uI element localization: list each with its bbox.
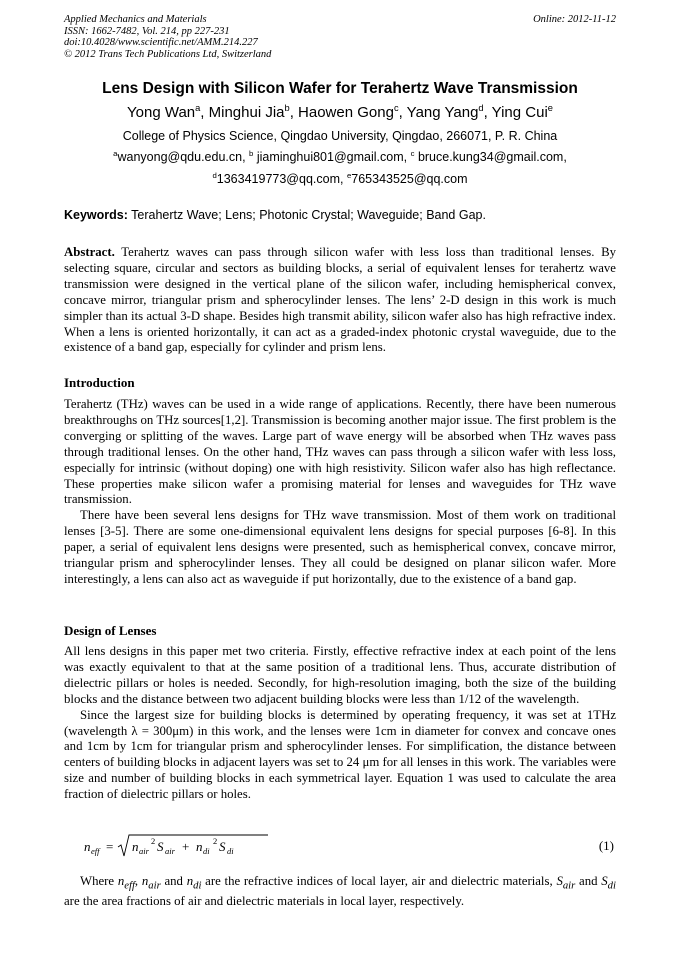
eq-equals: = xyxy=(106,839,114,854)
design-section xyxy=(64,644,616,803)
introduction-section xyxy=(64,397,616,588)
var-s: S xyxy=(556,874,563,888)
var-sub: di xyxy=(193,880,202,892)
text-run: , xyxy=(134,874,142,888)
var-sub: air xyxy=(148,880,161,892)
journal-header xyxy=(64,14,616,60)
paragraph: There have been several lens designs for THz wave transmission. Most of them work on traditional lenses [3-5]. There are some one-dimensional equivalent lens designs for special purposes [6-8]. In this paper, a serial of equivalent lens designs were presented, such as hemispherical convex, concave mirror, triangular prism and spherocylinder lenses. They all could be designed on planar silicon wafer. More interestingly, a lens can also act as waveguide if put horizontally, due to the existence of a band gap. xyxy=(64,508,616,586)
eq-n-di-sub: di xyxy=(203,846,210,856)
paragraph: All lens designs in this paper met two criteria. Firstly, effective refractive index at each point of the lens was exactly equivalent to that at the same position of a traditional lens. Thus, accurate distribution of dielectric pillars or holes is needed. Secondly, for high-resolution imaging, both the size of the building blocks and the distance between two adjacent building blocks were less than 1/12 of the wavelength. xyxy=(64,644,616,706)
var-n: n xyxy=(141,874,149,888)
author-mark: e xyxy=(547,103,553,113)
keywords xyxy=(64,208,616,222)
text-run: and xyxy=(575,874,602,888)
email-mark: a xyxy=(113,148,118,158)
equation-formula xyxy=(82,832,382,860)
author-mark: a xyxy=(195,103,201,113)
variable-definitions xyxy=(64,874,616,910)
author-mark: b xyxy=(284,103,290,113)
equation-number: (1) xyxy=(598,838,614,853)
var-n: n xyxy=(117,874,125,888)
var-sub: air xyxy=(562,880,576,892)
var-n: n xyxy=(186,874,194,888)
email-mark: e xyxy=(346,170,352,180)
author-mark: c xyxy=(393,103,399,113)
eq-plus: + xyxy=(182,839,190,854)
keywords-text: Terahertz Wave; Lens; Photonic Crystal; Waveguide; Band Gap. xyxy=(131,208,486,222)
author-name: Yang Yang xyxy=(406,104,479,121)
email-address: jiaminghui801@gmail.com, xyxy=(256,150,408,164)
abstract-text: Terahertz waves can pass through silicon wafer with less loss than traditional lenses. By selecting square, circular and sectors as building blocks, a serial of equivalent lenses for terahertz wave transmission were designed in the vertical plane of the silicon wafer, including hemispherical convex, concave mirror, triangular prism and spherocylinder lenses. The lens’ 2-D design in this work is much simpler than its actual 3-D shape. Besides high transmit ability, silicon wafer also has high refractive index. When a lens is oriented horizontally, it can act as a graded-index photonic crystal waveguide, due to the existence of a band gap, especially for cylinder and prism lens. xyxy=(64,245,617,355)
author-name: Ying Cui xyxy=(491,104,548,121)
section-heading-design: Design of Lenses xyxy=(64,623,157,638)
var-sub: di xyxy=(607,880,616,892)
email-mark: d xyxy=(212,170,217,180)
author-list: Yong Wan$^a$, Minghui Jia$^b$, Haowen Gong$^c$, Yang Yang$^d$, Ying Cui$^e$ xyxy=(127,103,553,121)
var-sub: eff xyxy=(124,880,135,892)
journal-name: Applied Mechanics and Materials xyxy=(64,14,207,25)
email-mark: c xyxy=(410,148,415,158)
paragraph: Terahertz (THz) waves can be used in a wide range of applications. Recently, there have been numerous breakthroughs on THz sources[1,2]. Transmission is becoming another major issue. The first problem is the converging or splitting of the waves. Large part of wave energy will be absorbed when THz waves pass through traditional lenses. On the other hand, THz waves can pass through a silicon wafer with less loss, especially for intrinsic (without doping) one with high resistivity. Silicon wafer also has high reflectance. These properties make silicon wafer a promising material for lenses and waveguides for THz wave transmission. xyxy=(64,397,616,507)
text-run: and xyxy=(160,874,187,888)
eq-n-air: n xyxy=(132,839,139,854)
var-s: S xyxy=(601,874,608,888)
author-mark: d xyxy=(478,103,484,113)
text-run: Where xyxy=(80,874,118,888)
eq-n-air-sub: air xyxy=(139,846,149,856)
eq-s-di: S xyxy=(219,839,226,854)
eq-n-di: n xyxy=(196,839,203,854)
eq-lhs-sub: eff xyxy=(91,846,100,856)
text-run: are the area fractions of air and dielectric materials in local layer, respectively. xyxy=(64,894,465,909)
paragraph: Since the largest size for building blocks is determined by operating frequency, it was set at 1THz (wavelength λ = 300μm) in this work, and the lenses were 1cm in diameter for convex and concave ones and 1cm by 1cm for triangular prism and spherocylinder lenses. For simplification, the distance between centers of building blocks in adjacent layers was set to 24 μm for all lenses in this work. The variables were size and number of building blocks in each symmetrical layer. Equation 1 was used to calculate the area fraction of dielectric pillars or holes. xyxy=(64,707,616,802)
abstract-label: Abstract. xyxy=(64,245,115,259)
text-run: are the refractive indices of local layer, air and dielectric materials, xyxy=(201,874,557,888)
abstract xyxy=(64,245,616,356)
email-line-1 xyxy=(64,150,616,164)
affiliation: College of Physics Science, Qingdao University, Qingdao, 266071, P. R. China xyxy=(122,129,558,143)
eq-pow: 2 xyxy=(151,836,156,846)
online-date: Online: 2012-11-12 xyxy=(533,14,616,25)
eq-lhs: n xyxy=(84,839,91,854)
email-line-2 xyxy=(64,172,616,186)
author-name: Yong Wan xyxy=(127,104,196,121)
journal-issn: ISSN: 1662-7482, Vol. 214, pp 227-231 xyxy=(64,25,230,37)
email-address: 765343525@qq.com xyxy=(351,172,468,186)
eq-s-air-sub: air xyxy=(165,846,175,856)
email-address: bruce.kung34@gmail.com, xyxy=(417,150,567,164)
keywords-label: Keywords: xyxy=(64,208,128,222)
eq-s-air: S xyxy=(157,839,164,854)
journal-copyright: © 2012 Trans Tech Publications Ltd, Switzerland xyxy=(64,48,272,60)
eq-pow: 2 xyxy=(213,836,218,846)
author-name: Minghui Jia xyxy=(208,104,285,121)
section-heading-introduction: Introduction xyxy=(64,375,135,390)
email-address: 1363419773@qq.com, xyxy=(216,172,344,186)
author-name: Haowen Gong xyxy=(298,104,394,121)
email-address: wanyong@qdu.edu.cn, xyxy=(117,150,246,164)
journal-doi: doi:10.4028/www.scientific.net/AMM.214.227 xyxy=(64,37,258,48)
paper-title: Lens Design with Silicon Wafer for Terahertz Wave Transmission xyxy=(102,80,578,97)
equation-1 xyxy=(78,832,616,860)
eq-s-di-sub: di xyxy=(227,846,234,856)
email-mark: b xyxy=(249,148,254,158)
